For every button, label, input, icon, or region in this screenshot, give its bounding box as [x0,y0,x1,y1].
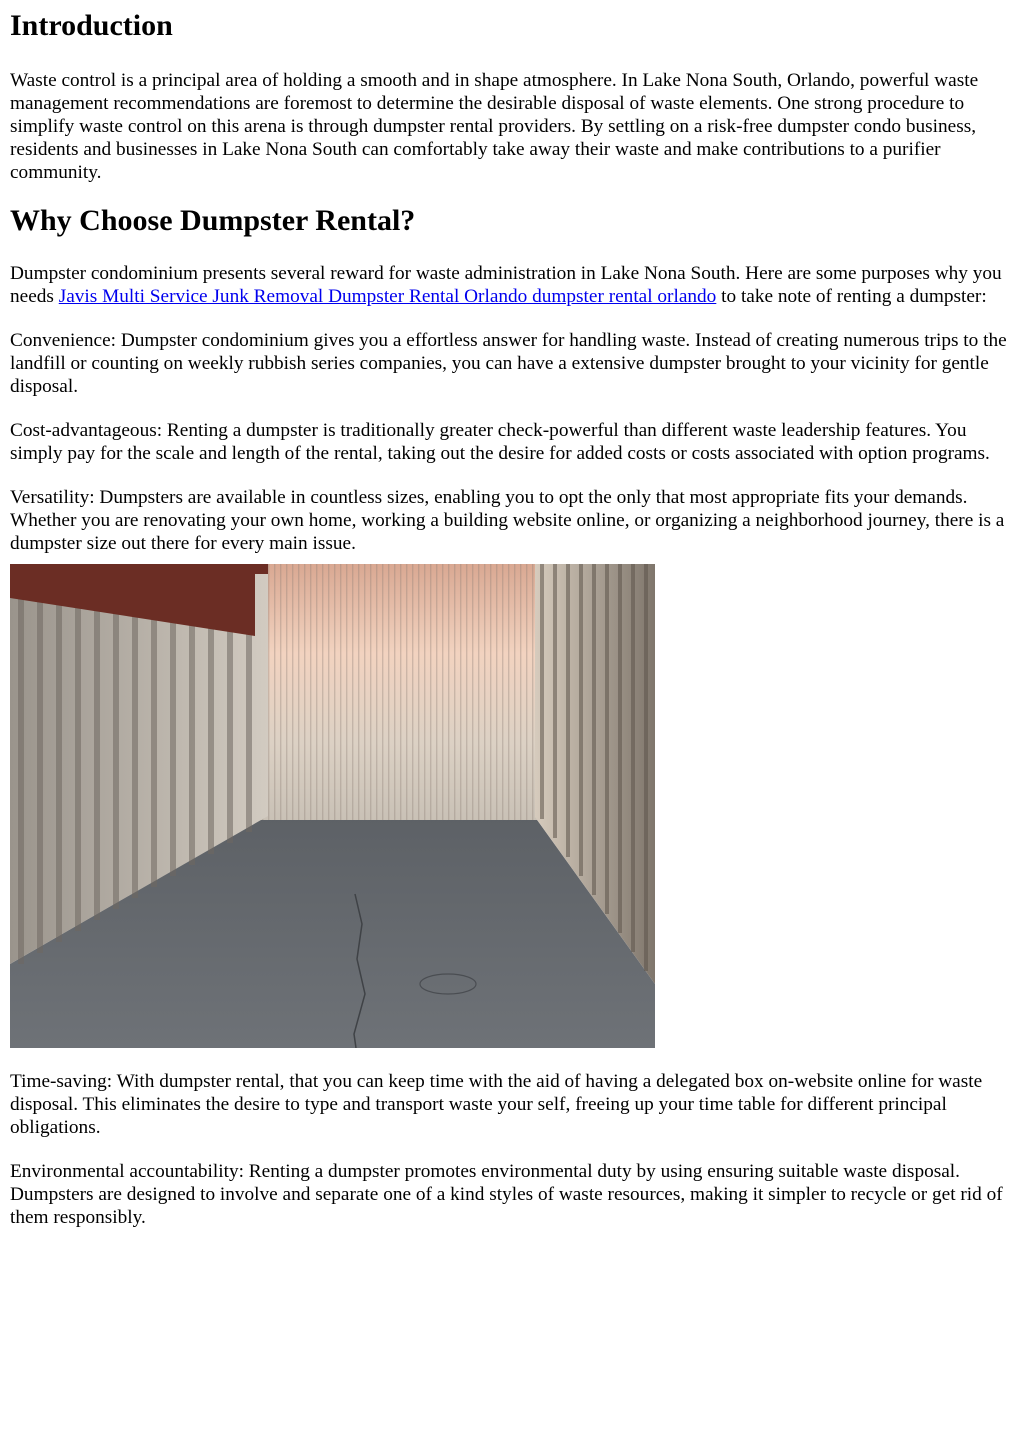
article [10,0,1014,1229]
intro-paragraph: Waste control is a principal area of holding a smooth and in shape atmosphere. In Lake Nona South, Orlando, powerful waste management recommendations are foremost to determine the desirable disposal of waste elements. One strong procedure to simplify waste control on this arena is through dumpster rental providers. By settling on a risk-free dumpster condo business, residents and businesses in Lake Nona South can comfortably take away their waste and make contributions to a purifier community. [10,70,979,183]
rental-link[interactable]: Javis Multi Service Junk Removal Dumpster Rental Orlando dumpster rental orlando [58,286,717,307]
intro-heading: Introduction [10,9,173,42]
time-saving-paragraph: Time-saving: With dumpster rental, that you can keep time with the aid of having a delegated box on-website online for waste disposal. This eliminates the desire to type and transport waste your self, freeing up your time table for different principal obligations. [10,1071,983,1138]
cost-paragraph: Cost-advantageous: Renting a dumpster is traditionally greater check-powerful than different waste leadership features. You simply pay for the scale and length of the rental, taking out the desire for added costs or costs associated with option programs. [10,420,990,464]
why-heading: Why Choose Dumpster Rental? [10,204,416,237]
versatility-paragraph: Versatility: Dumpsters are available in countless sizes, enabling you to opt the only that most appropriate fits your demands. Whether you are renovating your own home, working a building website online, or organizing a neighborhood journey, there is a dumpster size out there for every main issue. [10,487,1005,554]
environmental-paragraph: Environmental accountability: Renting a dumpster promotes environmental duty by using ensuring suitable waste disposal. Dumpsters are designed to involve and separate one of a kind styles of waste resources, making it simpler to recycle or get rid of them responsibly. [10,1161,1003,1228]
why-text-after: to take note of renting a dumpster: [716,286,987,307]
why-paragraph [10,262,1014,308]
why-text-before: Dumpster condominium presents several reward for waste administration in Lake Nona South. Here are some purposes why you needs [10,263,1002,307]
storage-unit-photo [10,564,655,1048]
convenience-paragraph: Convenience: Dumpster condominium gives you a effortless answer for handling waste. Instead of creating numerous trips to the landfill or counting on weekly rubbish series companies, you can have a extensive dumpster brought to your vicinity for gentle disposal. [10,330,1007,397]
